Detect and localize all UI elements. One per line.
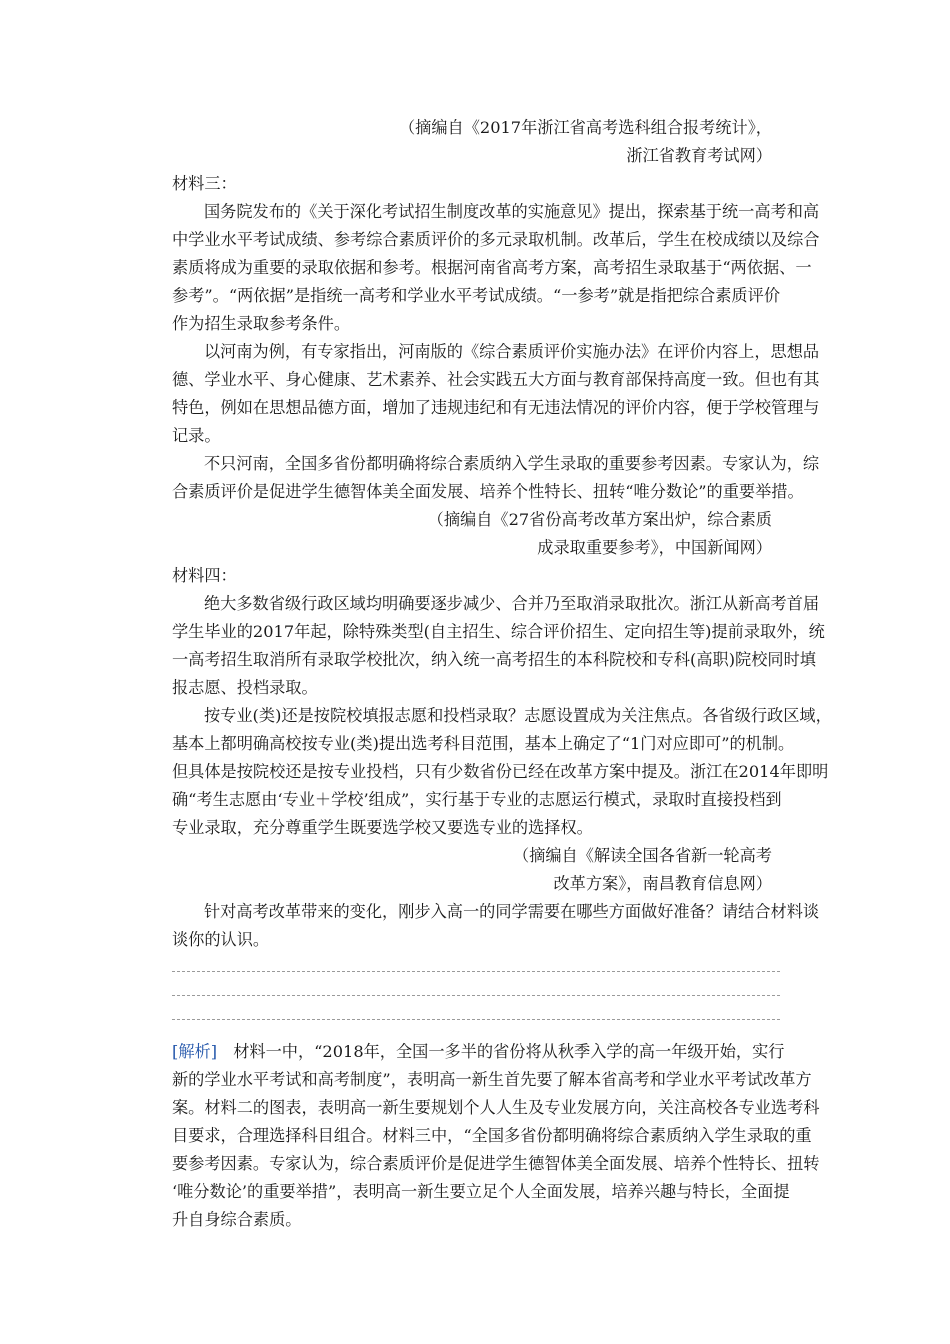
text-line: 德、学业水平、身心健康、艺术素养、社会实践五大方面与教育部保持高度一致。但也有其 bbox=[172, 370, 820, 389]
text-line: 绝大多数省级行政区域均明确要逐步减少、合并乃至取消录取批次。浙江从新高考首届 bbox=[204, 594, 820, 613]
text-line: 要参考因素。专家认为，综合素质评价是促进学生德智体美全面发展、培养个性特长、扭转 bbox=[172, 1154, 820, 1173]
text-line: 报志愿、投档录取。 bbox=[172, 678, 318, 697]
material-four-heading: 材料四： bbox=[172, 566, 237, 585]
text-line: 针对高考改革带来的变化，刚步入高一的同学需要在哪些方面做好准备？请结合材料谈 bbox=[204, 902, 820, 921]
material-three-paragraph-1 bbox=[172, 198, 820, 338]
source-line-1: （摘编自《2017年浙江省高考选科组合报考统计》， bbox=[398, 118, 772, 137]
text-line: 学生毕业的2017年起，除特殊类型(自主招生、综合评价招生、定向招生等)提前录取外，统 bbox=[172, 622, 825, 641]
text-line: 但具体是按院校还是按专业投档，只有少数省份已经在改革方案中提及。浙江在2014年即明 bbox=[172, 762, 829, 781]
text-line: 新的学业水平考试和高考制度”，表明高一新生首先要了解本省高考和学业水平考试改革方 bbox=[172, 1070, 812, 1089]
document-page bbox=[172, 114, 832, 1234]
text-line: 基本上都明确高校按专业(类)提出选考科目范围，基本上确定了“1门对应即可”的机制。 bbox=[172, 734, 795, 753]
text-line: 专业录取，充分尊重学生既要选学校又要选专业的选择权。 bbox=[172, 818, 593, 837]
text-line: 不只河南，全国多省份都明确将综合素质纳入学生录取的重要参考因素。专家认为，综 bbox=[204, 454, 820, 473]
text-line: 记录。 bbox=[172, 426, 221, 445]
analysis-first-line bbox=[172, 1038, 785, 1066]
material-three-heading: 材料三： bbox=[172, 174, 237, 193]
material-three-source-2: 成录取重要参考》，中国新闻网） bbox=[537, 538, 772, 557]
text-line: 谈你的认识。 bbox=[172, 930, 270, 949]
text-line: 以河南为例，有专家指出，河南版的《综合素质评价实施办法》在评价内容上，思想品 bbox=[204, 342, 820, 361]
material-four-paragraph-1 bbox=[172, 590, 825, 702]
question-paragraph bbox=[172, 898, 820, 954]
text-line: 确“考生志愿由‘专业＋学校’组成”，实行基于专业的志愿运行模式，录取时直接投档到 bbox=[172, 790, 782, 809]
text-line: 国务院发布的《关于深化考试招生制度改革的实施意见》提出，探索基于统一高考和高 bbox=[204, 202, 820, 221]
text-line: 合素质评价是促进学生德智体美全面发展、培养个性特长、扭转“唯分数论”的重要举措。 bbox=[172, 482, 804, 501]
material-four-source-2: 改革方案》，南昌教育信息网） bbox=[553, 874, 772, 893]
text-line: 中学业水平考试成绩、参考综合素质评价的多元录取机制。改革后，学生在校成绩以及综合 bbox=[172, 230, 820, 249]
text-line: 参考”。“两依据”是指统一高考和学业水平考试成绩。“一参考”就是指把综合素质评价 bbox=[172, 286, 781, 305]
material-three-paragraph-3 bbox=[172, 450, 820, 506]
material-four-source-1: （摘编自《解读全国各省新一轮高考 bbox=[513, 846, 772, 865]
text-line: 案。材料二的图表，表明高一新生要规划个人人生及专业发展方向，关注高校各专业选考科 bbox=[172, 1098, 820, 1117]
material-four-paragraph-2 bbox=[172, 702, 832, 842]
answer-line bbox=[172, 1018, 780, 1020]
text-line: 特色，例如在思想品德方面，增加了违规违纪和有无违法情况的评价内容，便于学校管理与 bbox=[172, 398, 820, 417]
material-three-source-1: （摘编自《27省份高考改革方案出炉，综合素质 bbox=[427, 510, 772, 529]
analysis-text: 材料一中，“2018年，全国一多半的省份将从秋季入学的高一年级开始，实行 bbox=[217, 1042, 785, 1061]
text-line: 升自身综合素质。 bbox=[172, 1210, 302, 1229]
analysis-tag: [解析] bbox=[172, 1042, 218, 1061]
answer-area[interactable] bbox=[172, 954, 780, 1038]
text-line: 作为招生录取参考条件。 bbox=[172, 314, 351, 333]
material-three-paragraph-2 bbox=[172, 338, 820, 450]
text-line: ‘唯分数论’的重要举措”，表明高一新生要立足个人全面发展，培养兴趣与特长，全面提 bbox=[172, 1182, 790, 1201]
text-line: 按专业(类)还是按院校填报志愿和投档录取？志愿设置成为关注焦点。各省级行政区域， bbox=[204, 706, 832, 725]
text-line: 目要求，合理选择科目组合。材料三中，“全国多省份都明确将综合素质纳入学生录取的重 bbox=[172, 1126, 812, 1145]
text-line: 素质将成为重要的录取依据和参考。根据河南省高考方案，高考招生录取基于“两依据、一 bbox=[172, 258, 812, 277]
analysis-paragraph bbox=[172, 1038, 820, 1234]
source-line-2: 浙江省教育考试网） bbox=[626, 146, 772, 165]
text-line: 一高考招生取消所有录取学校批次，纳入统一高考招生的本科院校和专科(高职)院校同时填 bbox=[172, 650, 816, 669]
